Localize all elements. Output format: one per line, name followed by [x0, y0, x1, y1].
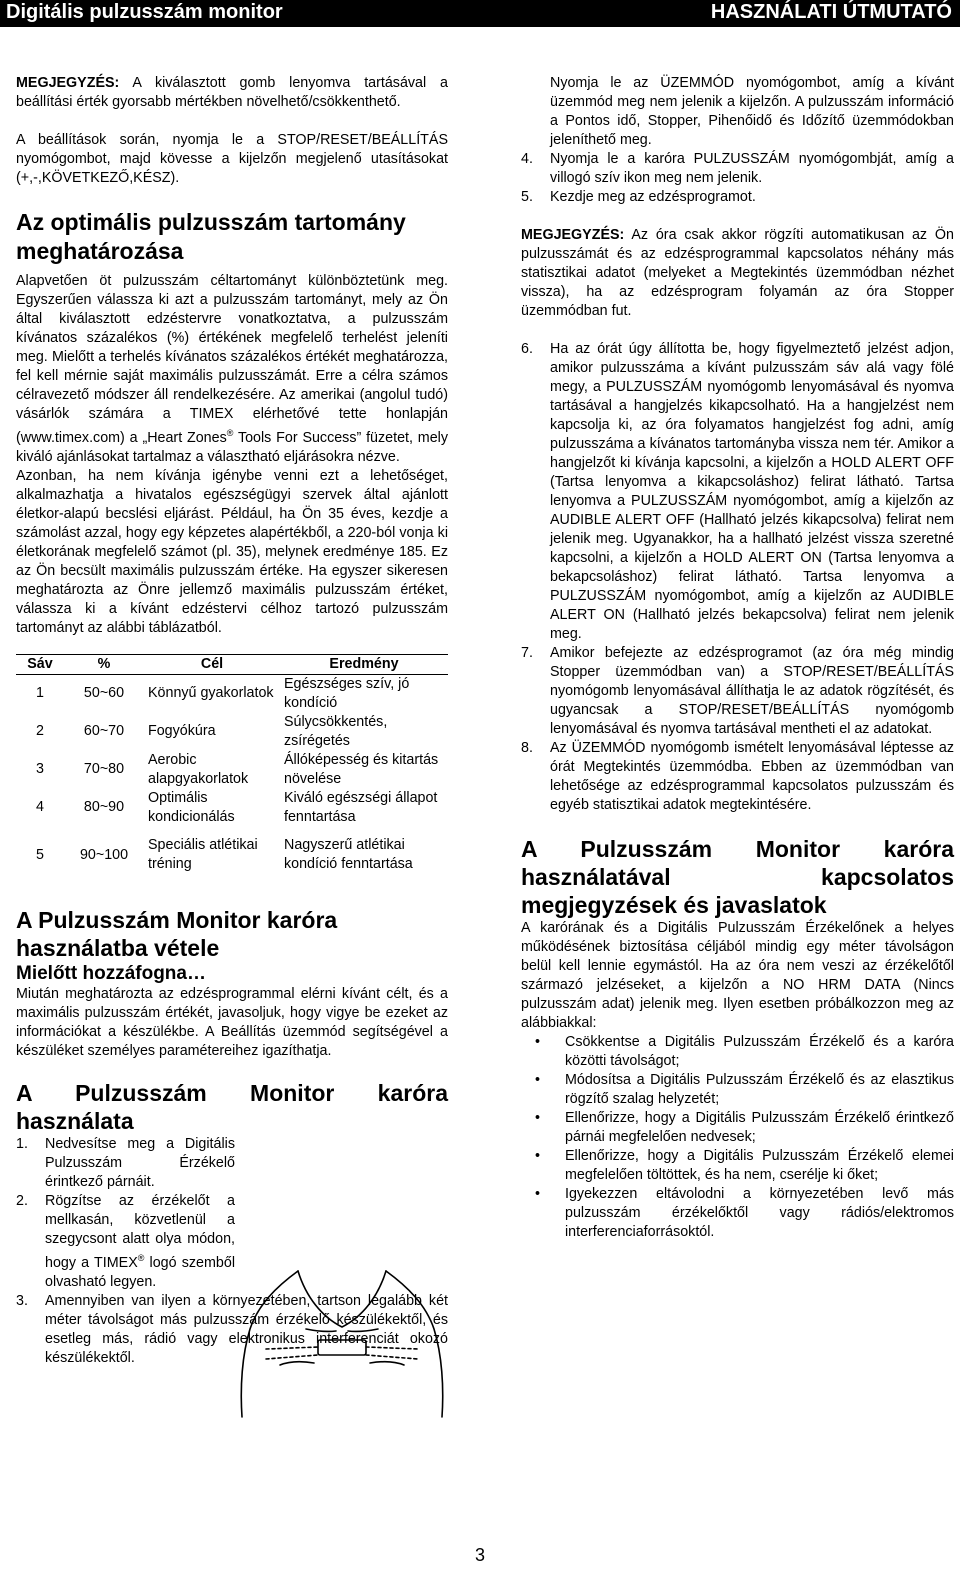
- table-row: [16, 713, 448, 751]
- table-header-cell: %: [64, 654, 144, 674]
- troubleshooting-list: [521, 1033, 954, 1242]
- zone-percent: 60~70: [83, 723, 125, 740]
- zone-goal: Fogyókúra: [148, 723, 216, 740]
- zone-percent: 90~100: [79, 846, 129, 863]
- usage-steps-more: [521, 340, 954, 815]
- list-item: 2. Rögzítse az érzékelőt a mellkasán, közvetlenül a szegycsont alatt olya módon, hogy a TIMEX® logó szemből olvasható legyen.: [16, 1192, 235, 1290]
- heading-optimal-range: Az optimális pulzusszám tartomány meghatározása: [16, 209, 406, 264]
- zone-result: Kiváló egészségi állapot fenntartása: [284, 789, 438, 825]
- zone-percent: 80~90: [83, 799, 125, 816]
- note-text: Az óra csak akkor rögzíti automatikusan az Ön pulzusszámát és az edzésprogrammal kapcsolatos néhány más statisztikai adatot (melyeket a Megtekintés üzemmódban nézhet vissza), ha az edzésprogram folyamán az óra Stopper üzemmódban fut.: [521, 227, 954, 319]
- zone-number: 3: [36, 761, 44, 778]
- header-manual-label: HASZNÁLATI ÚTMUTATÓ: [710, 1, 952, 23]
- list-item: • Igyekezzen eltávolodni a környezetében levő más pulzusszám érzékelőktől vagy rádiós/elektromos interferenciaforrásoktól.: [535, 1186, 954, 1240]
- list-item: • Csökkentse a Digitális Pulzusszám Érzékelő és a karóra közötti távolságot;: [535, 1034, 954, 1069]
- list-item: 7. Amikor befejezte az edzésprogramot (az óra még mindig Stopper üzemmódban van) a STOP/RESET/BEÁLLÍTÁS nyomógomb lenyomásával állíthatja le az adatok rögzítését, és ugyancsak a STOP/RESET/BEÁLLÍTÁS nyomógomb lenyomásával és nyomva tartásával mentheti el az adatokat.: [521, 645, 954, 737]
- left-column: [16, 74, 448, 1368]
- zone-result: Állóképesség és kitartás növelése: [284, 751, 439, 787]
- table-row: [16, 751, 448, 789]
- setting-note: [16, 74, 448, 112]
- heading-getting-started: A Pulzusszám Monitor karóra használatba vétele: [16, 906, 338, 961]
- heart-rate-zone-table: [16, 654, 448, 884]
- note-label: MEGJEGYZÉS:: [521, 227, 625, 243]
- zone-number: 5: [36, 846, 44, 863]
- page-header: [0, 0, 960, 27]
- list-item: 4. Nyomja le a karóra PULZUSSZÁM nyomógombját, amíg a villogó szív ikon meg nem jelenik.: [521, 151, 954, 186]
- optimal-paragraph-2: Azonban, ha nem kívánja igénybe venni ezt a lehetőséget, alkalmazhatja a hivatalos egészségügyi szervek által ajánlott életkor-alapú becslési eljárást. Például, ha Ön 35 éves, kezdje a számolást azzal, hogy egy képzetes alapértékből, a 220-ból vonja ki életkorának megfelelő számot (pl. 35), melynek eredménye 185. Ez az Ön becsült maximális pulzusszám értéke. Ha egyszer sikeresen meghatározta az Önre jellemző maximális pulzusszám értéket, válassza ki a kívánt edzéstervi célhoz tartozó pulzusszám tartományt az alábbi táblázatból.: [16, 467, 448, 636]
- zone-percent: 70~80: [83, 761, 125, 778]
- right-column: [521, 74, 954, 1242]
- table-header-cell: Sáv: [16, 654, 64, 674]
- table-row: [16, 789, 448, 827]
- list-item: • Módosítsa a Digitális Pulzusszám Érzékelő és az elasztikus rögzítő szalag helyzetét;: [535, 1072, 954, 1107]
- list-item: • Ellenőrizze, hogy a Digitális Pulzusszám Érzékelő elemei megfelelően töltöttek, és ha nem, cserélje ki őket;: [535, 1148, 954, 1183]
- table-header-cell: Eredmény: [280, 654, 448, 674]
- heading-before-start: Mielőtt hozzáfogna…: [16, 962, 206, 984]
- zone-number: 2: [36, 723, 44, 740]
- heading-usage: A Pulzusszám Monitor karóra használata: [16, 1079, 448, 1134]
- table-row: [16, 674, 448, 713]
- list-item: • Ellenőrizze, hogy a Digitális Pulzusszám Érzékelő érintkező párnái megfelelően nedvesek;: [535, 1110, 954, 1145]
- chest-sensor-illustration: [236, 1269, 448, 1419]
- table-header-cell: Cél: [144, 654, 280, 674]
- note-label: MEGJEGYZÉS:: [16, 75, 120, 91]
- heading-usage-notes: A Pulzusszám Monitor karóra használatával kapcsolatos megjegyzések és javaslatok: [521, 836, 954, 918]
- list-item: 8. Az ÜZEMMÓD nyomógomb ismételt lenyomásával léptesse az órát Megtekintés üzemmódba. Ebben az üzemmódban van lehetősége az edzésprogrammal kapcsolatos pulzusszám és egyéb statisztikai adatok megtekintésére.: [521, 740, 954, 813]
- list-item: 1. Nedvesítse meg a Digitális Pulzusszám Érzékelő érintkező párnáit.: [16, 1135, 235, 1190]
- notes-paragraph: A karórának és a Digitális Pulzusszám Érzékelőnek a helyes működésének biztosítása céljából mindig egy méter távolságon belül kell lennie egymástól. Ha az óra nem veszi az érzékelőtől származó jelzéseket, a kijelzőn a NO HRM DATA (Nincs pulzusszám adat) jelenik meg. Ilyen esetben próbálkozzon meg az alábbiakkal:: [521, 920, 954, 1031]
- table-row: [16, 827, 448, 884]
- note-text: A kiválasztott gomb lenyomva tartásával a beállítási érték gyorsabb mértékben növelhető/csökkenthető.: [16, 75, 448, 110]
- list-item: 3. Amennyiben van ilyen a környezetében, tartson legalább két méter távolságot más pulzusszám érzékelő készülékektől, és esetleg más, rádió vagy elektronikus interferenciát okozó készülékektől.: [16, 1292, 448, 1366]
- zone-result: Egészséges szív, jó kondíció: [284, 675, 410, 711]
- header-title: Digitális pulzusszám monitor: [6, 1, 283, 23]
- zone-result: Nagyszerű atlétikai kondíció fenntartása: [284, 837, 413, 873]
- zone-goal: Optimális kondicionálás: [148, 789, 235, 825]
- zone-goal: Könnyű gyakorlatok: [148, 685, 274, 702]
- settings-paragraph: A beállítások során, nyomja le a STOP/RESET/BEÁLLÍTÁS nyomógombot, majd kövesse a kijelzőn megjelenő utasításokat (+,-,KÖVETKEZŐ,KÉSZ).: [16, 132, 448, 186]
- stopwatch-note: [521, 226, 954, 321]
- list-item: Nyomja le az ÜZEMMÓD nyomógombot, amíg a kívánt üzemmód meg nem jelenik a kijelzőn. A pulzusszám információ a Pontos idő, Stopper, Pihenőidő és Időzítő üzemmódokban jeleníthető meg.: [550, 75, 954, 148]
- zone-number: 1: [36, 685, 44, 702]
- zone-goal: Speciális atlétikai tréning: [148, 837, 258, 873]
- zone-goal: Aerobic alapgyakorlatok: [148, 751, 249, 787]
- optimal-paragraph-1: Alapvetően öt pulzusszám céltartományt különböztetünk meg. Egyszerűen válassza ki azt a pulzusszám tartományt, mely az Ön által kiválasztott edzéstervre vonatkoztatva, a pulzusszám kívánatos százalékos (%) értékének megfelelő terhelést jeleníti meg. Mielőtt a terhelés kívánatos százalékos értékét meghatározza, fel kell mérnie saját maximális pulzusszámát. Erre a célra számos célravezető módszer áll rendelkezésére. Az amerikai (angolul tudó) vásárlók számára a TIMEX elérhetővé tette honlapján (www.timex.com) a „Heart Zones® Tools For Success” füzetet, mely kiváló ajánlásokat tartalmaz a választható eljárásokra nézve.: [16, 273, 448, 465]
- usage-steps-continued: [521, 74, 954, 207]
- list-item: 6. Ha az órát úgy állította be, hogy figyelmeztető jelzést adjon, amikor pulzusszáma a kívánt pulzusszám sáv alá vagy fölé megy, a PULZUSSZÁM nyomógomb lenyomásával és nyomva tartásával a hangjelzés kikapcsolható. Ha a hangjelzést nem kapcsolja ki, az óra folyamatos hangjelzést fog adni, amíg pulzusszáma a kívánatos tartományba vissza nem tér. Amikor a hangjelzőt ki kívánja kapcsolni, a kijelzőn a HOLD ALERT OFF (Tartsa lenyomva a kikapcsoláshoz) felirat látható. Tartsa lenyomva a PULZUSSZÁM nyomógombot, amíg a kijelzőn az AUDIBLE ALERT OFF (Hallható jelzés kikapcsolva) felirat nem jelenik meg. Ugyanakkor, ha a hallható jelzést vissza szeretné kapcsolni, a kijelzőn a HOLD ALERT ON (Tartsa lenyomva a bekapcsoláshoz) felirat látható. Tartsa lenyomva a PULZUSSZÁM nyomógombot, amíg a kijelzőn az AUDIBLE ALERT ON (Hallható jelzés bekapcsolva) felirat nem jelenik meg.: [521, 341, 954, 642]
- list-item: 5. Kezdje meg az edzésprogramot.: [521, 189, 756, 205]
- before-paragraph: Miután meghatározta az edzésprogrammal elérni kívánt célt, és a maximális pulzusszám értékét, javasoljuk, hogy vigye be ezeket az információkat a készülékbe. A Beállítás üzemmód segítségével a készüléket személyes paramétereihez igazíthatja.: [16, 985, 448, 1059]
- table-header-row: [16, 654, 448, 674]
- zone-percent: 50~60: [83, 685, 125, 702]
- zone-number: 4: [36, 799, 44, 816]
- page-number: 3: [474, 1545, 485, 1565]
- zone-result: Súlycsökkentés, zsírégetés: [284, 713, 388, 749]
